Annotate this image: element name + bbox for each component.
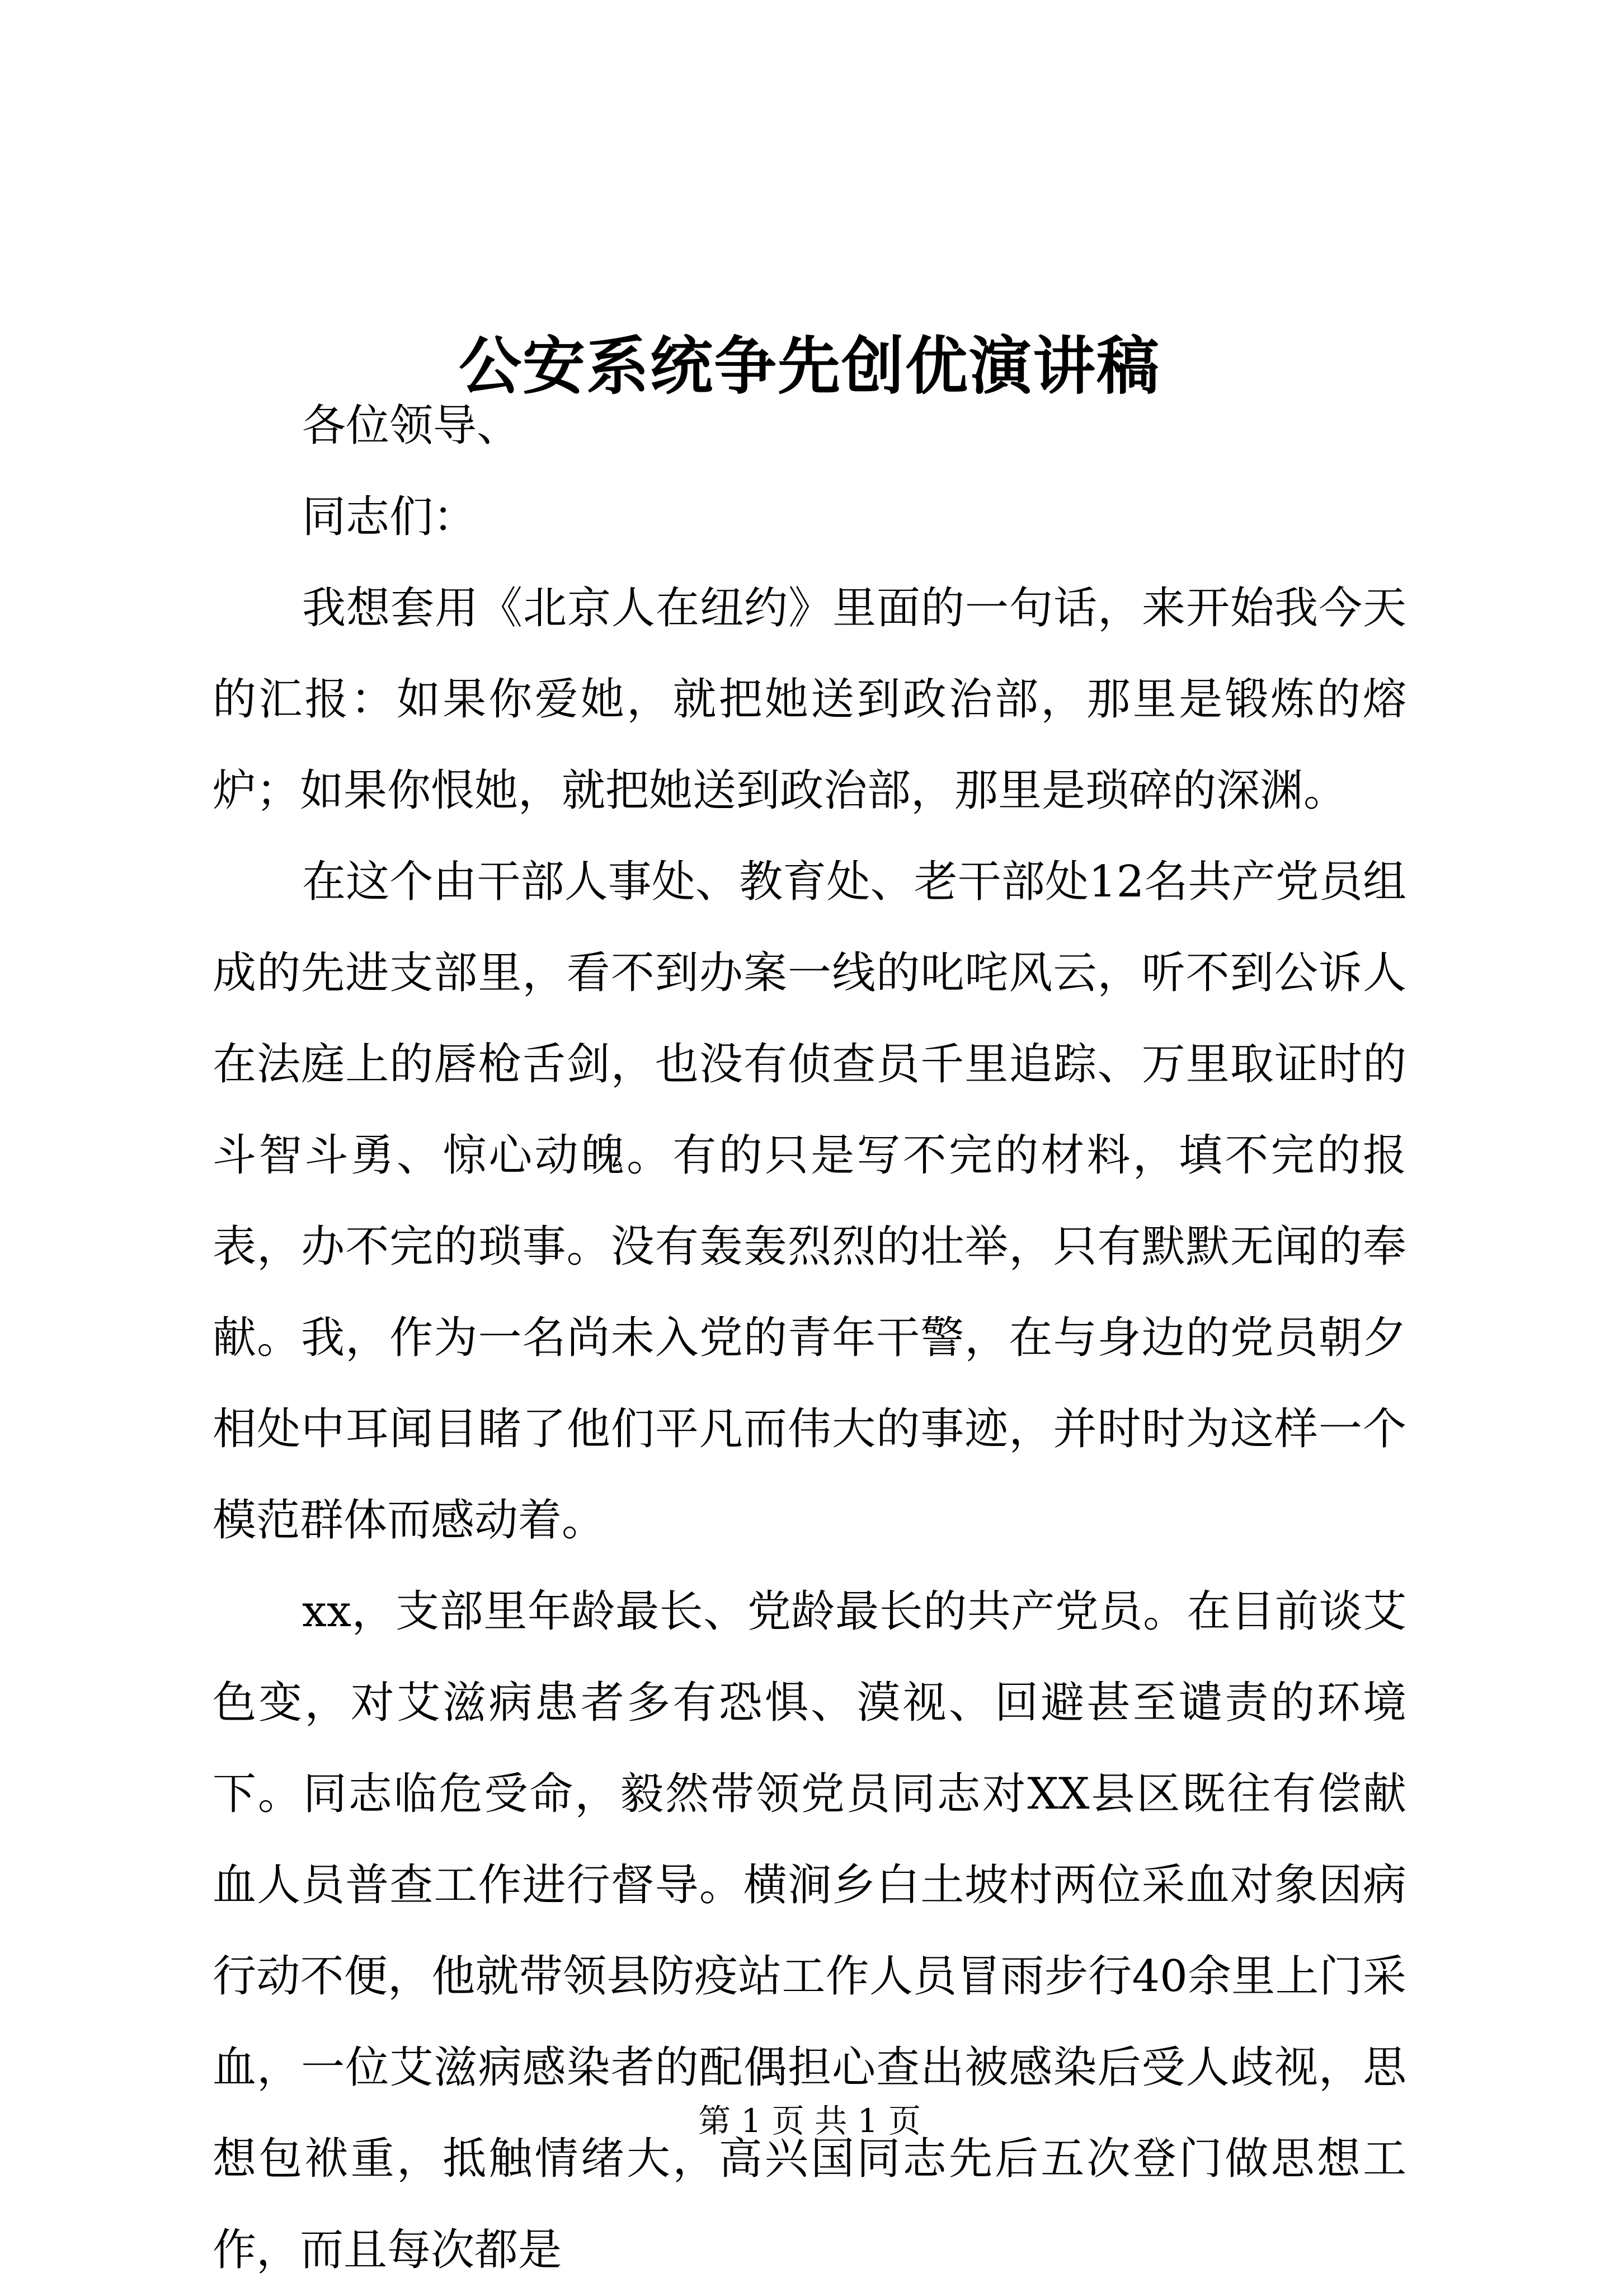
paragraph-xx: xx，支部里年龄最长、党龄最长的共产党员。在目前谈艾色变，对艾滋病患者多有恐惧、漠视、回避甚至谴责的环境下。同志临危受命，毅然带领党员同志对XX县区既往有偿献血人员普查工作进行督导。横涧乡白土坡村两位采血对象因病行动不便，他就带领县防疫站工作人员冒雨步行40余里上门采血，一位艾滋病感染者的配偶担心查出被感染后受人歧视，思想包袱重，抵触情绪大，高兴国同志先后五次登门做思想工作，而且每次都是 [213, 1586, 1406, 2275]
paragraph-intro: 我想套用《北京人在纽约》里面的一句话，来开始我今天的汇报：如果你爱她，就把她送到政治部，那里是锻炼的熔炉；如果你恨她，就把她送到政治部，那里是琐碎的深渊。 [213, 583, 1406, 816]
paragraph-branch: 在这个由干部人事处、教育处、老干部处12名共产党员组成的先进支部里，看不到办案一线的叱咤风云，听不到公诉人在法庭上的唇枪舌剑，也没有侦查员千里追踪、万里取证时的斗智斗勇、惊心动魄。有的只是写不完的材料，填不完的报表，办不完的琐事。没有轰轰烈烈的壮举，只有默默无闻的奉献。我，作为一名尚未入党的青年干警，在与身边的党员朝夕相处中耳闻目睹了他们平凡而伟大的事迹，并时时为这样一个模范群体而感动着。 [213, 857, 1406, 1546]
salutation-line-2: 同志们： [302, 492, 477, 542]
document-title: 公安系统争先创优演讲稿 [459, 330, 1160, 403]
document-body [213, 381, 1406, 2296]
page-footer: 第 1 页 共 1 页 [698, 2102, 921, 2140]
salutation-line-1: 各位领导、 [302, 401, 521, 451]
